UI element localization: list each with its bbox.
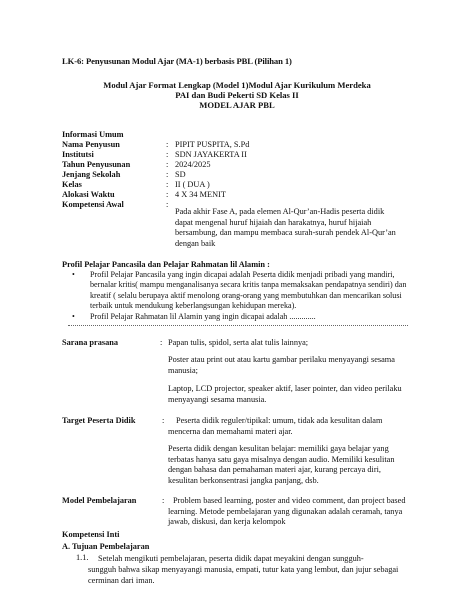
title-line-1: Modul Ajar Format Lengkap (Model 1)Modul Ajar Kurikulum Merdeka: [103, 80, 371, 90]
sarana-item-2: Poster atau print out atau kartu gambar perilaku menyayangi sesama manusia;: [168, 355, 395, 375]
informasi-umum-title: Informasi Umum: [62, 130, 124, 139]
model-label: Model Pembelajaran: [62, 496, 137, 505]
profil-bullet-1: Profil Pelajar Pancasila yang ingin dicapai adalah Peserta didik menjadi pribadi yang mandiri, bernalar kritis( mampu menganalisanya secara kritis tanpa memaksakan pendapatnya sendiri) dan kreatif ( selalu berupaya aktif menolong orang-orang yang membutuhkan dan mencarikan solusi terbaik untuk mendukung keberlangsungan kehidupan mereka).: [90, 270, 407, 311]
info-label: Nama Penyusun: [62, 140, 120, 149]
info-label: Alokasi Waktu: [62, 190, 115, 199]
sarana-item-3: Laptop, LCD projector, speaker aktif, laser pointer, dan video perilaku menyayangi sesama manusia.: [168, 384, 402, 404]
model-colon: :: [162, 496, 165, 505]
lk-header: LK-6: Penyusunan Modul Ajar (MA-1) berbasis PBL (Pilihan 1): [62, 56, 292, 66]
profil-bullet-2: Profil Pelajar Rahmatan lil Alamin yang ingin dicapai adalah .............: [90, 312, 316, 321]
info-value: 4 X 34 MENIT: [175, 190, 226, 199]
kompetensi-inti-title: Kompetensi Inti: [62, 530, 120, 539]
title-line-3: MODEL AJAR PBL: [199, 100, 275, 110]
info-label: Kelas: [62, 180, 82, 189]
sarana-colon: :: [160, 338, 163, 347]
sarana-label: Sarana prasana: [62, 338, 119, 347]
kompetensi-awal-text: Pada akhir Fase A, pada elemen Al-Qur’an-Hadis peserta didik dapat mengenal huruf hijaiah dan harakatnya, huruf hijaiah bersambung, dan mampu membaca surah-surah pendek Al-Qur’an dengan baik: [175, 207, 396, 248]
tujuan-item-rest: sungguh bahwa sikap menyayangi manusia, empati, tutur kata yang lembut, dan jujur sebagai cerminan dari iman.: [88, 565, 399, 586]
info-colon: :: [166, 190, 169, 199]
info-value: SDN JAYAKERTA II: [175, 150, 247, 159]
info-value: 2024/2025: [175, 160, 211, 169]
info-value: II ( DUA ): [175, 180, 210, 189]
info-label: Tahun Penyusunan: [62, 160, 131, 169]
info-colon: :: [166, 150, 169, 159]
tujuan-pembelajaran-title: A. Tujuan Pembelajaran: [62, 542, 150, 551]
sarana-item-1: Papan tulis, spidol, serta alat tulis lainnya;: [168, 338, 309, 347]
info-colon: :: [166, 180, 169, 189]
info-colon: :: [166, 200, 169, 209]
bullet-icon: •: [72, 270, 75, 279]
info-value: PIPIT PUSPITA, S.Pd: [175, 140, 250, 149]
info-value: SD: [175, 170, 186, 179]
info-label: Jenjang Sekolah: [62, 170, 121, 179]
info-colon: :: [166, 170, 169, 179]
info-colon: :: [166, 160, 169, 169]
title-line-2: PAI dan Budi Pekerti SD Kelas II: [175, 90, 299, 100]
info-row-tahun: [62, 160, 422, 170]
info-row-institusi: [62, 150, 422, 160]
target-item-1: Peserta didik reguler/tipikal: umum, tidak ada kesulitan dalam mencerna dan memahami materi ajar.: [168, 416, 383, 436]
model-text: Problem based learning, poster and video comment, dan project based learning. Metode pembelajaran yang digunakan adalah ceramah, tanya jawab, diskusi, dan kerja kelompok: [168, 496, 406, 527]
info-row-alokasi: [62, 190, 422, 200]
tujuan-item-text: [88, 553, 414, 587]
info-row-kelas: [62, 180, 422, 190]
target-item-2: Peserta didik dengan kesulitan belajar: memiliki gaya belajar yang terbatas hanya satu gaya misalnya dengan audio. Memiliki kesulitan dengan bahasa dan pemahaman materi ajar, kurang percaya diri, kesulitan berkonsentrasi jangka panjang, dsb.: [168, 444, 395, 485]
dotted-divider: [68, 325, 408, 326]
info-row-nama: [62, 140, 422, 150]
info-row-jenjang: [62, 170, 422, 180]
target-label: Target Peserta Didik: [62, 416, 136, 425]
info-label: Institutsi: [62, 150, 94, 159]
bullet-icon: •: [72, 312, 75, 321]
tujuan-item-number: 1.1.: [76, 553, 89, 562]
target-colon: :: [162, 416, 165, 425]
tujuan-item-line-1: Setelah mengikuti pembelajaran, peserta didik dapat meyakini dengan sungguh-: [98, 554, 364, 563]
info-label: Kompetensi Awal: [62, 200, 124, 209]
profil-title: Profil Pelajar Pancasila dan Pelajar Rahmatan lil Alamin :: [62, 260, 270, 269]
info-colon: :: [166, 140, 169, 149]
